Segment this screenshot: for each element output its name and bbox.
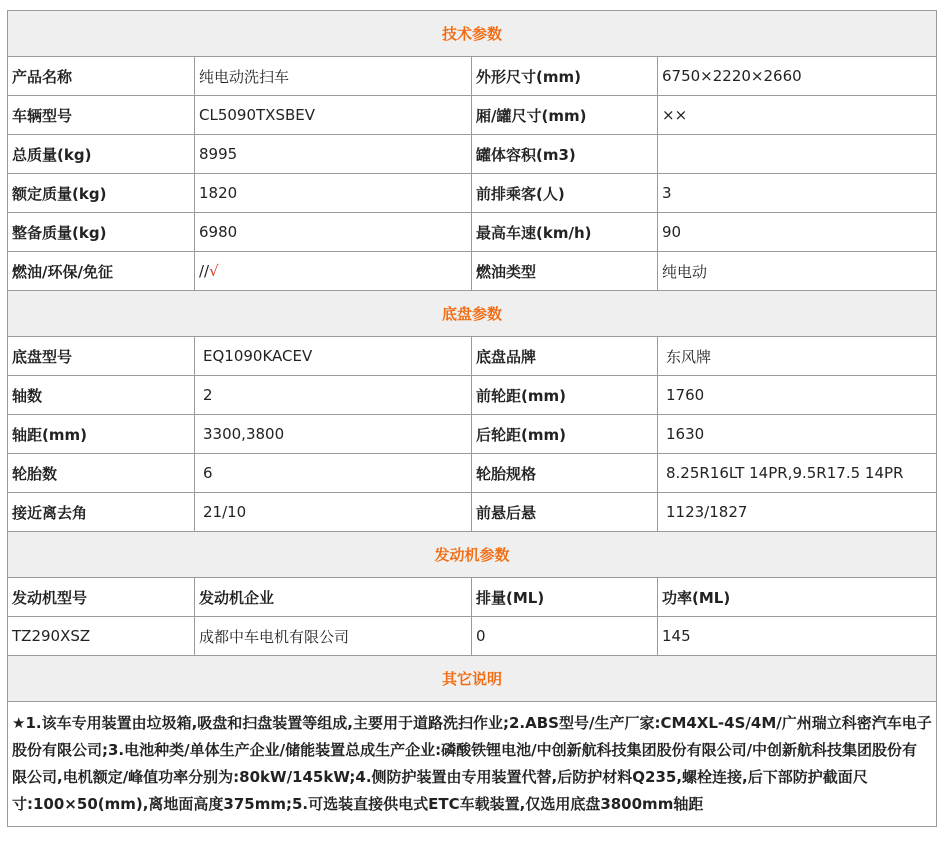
row-value: 3 — [658, 174, 937, 213]
row-label: 额定质量(kg) — [8, 174, 195, 213]
table-row — [8, 617, 937, 656]
row-label: 后轮距(mm) — [472, 415, 658, 454]
section-title-engine: 发动机参数 — [8, 532, 937, 578]
row-value: 1630 — [658, 415, 937, 454]
row-label: 底盘型号 — [8, 337, 195, 376]
row-value: 纯电动 — [658, 252, 937, 291]
row-label: 总质量(kg) — [8, 135, 195, 174]
notes-text: ★1.该车专用装置由垃圾箱,吸盘和扫盘装置等组成,主要用于道路洗扫作业;2.ABS型号/生产厂家:CM4XL-4S/4M/广州瑞立科密汽车电子股份有限公司;3.电池种类/单体生产企业/储能装置总成生产企业:磷酸铁锂电池/中创新航科技集团股份有限公司/中创新航科技集团股份有限公司,电机额定/峰值功率分别为:80kW/145kW;4.侧防护装置由专用装置代替,后防护材料Q235,螺栓连接,后下部防护截面尺寸:100×50(mm),离地面高度375mm;5.可选装直接供电式ETC车载装置,仅选用底盘3800mm轴距 — [8, 702, 937, 827]
table-row — [8, 415, 937, 454]
table-row — [8, 337, 937, 376]
table-row — [8, 454, 937, 493]
table-row — [8, 174, 937, 213]
row-value: 纯电动洗扫车 — [195, 57, 472, 96]
row-label: 前悬后悬 — [472, 493, 658, 532]
row-label: 产品名称 — [8, 57, 195, 96]
engine-power-value: 145 — [658, 617, 937, 656]
row-label: 整备质量(kg) — [8, 213, 195, 252]
table-header-row — [8, 578, 937, 617]
row-value — [195, 252, 472, 291]
table-row — [8, 252, 937, 291]
column-header: 排量(ML) — [472, 578, 658, 617]
row-value: ×× — [658, 96, 937, 135]
table-row — [8, 376, 937, 415]
table-row — [8, 135, 937, 174]
column-header: 发动机企业 — [195, 578, 472, 617]
row-value: 3300,3800 — [195, 415, 472, 454]
section-title-other: 其它说明 — [8, 656, 937, 702]
row-label: 外形尺寸(mm) — [472, 57, 658, 96]
row-value: 8.25R16LT 14PR,9.5R17.5 14PR — [658, 454, 937, 493]
row-value: 6750×2220×2660 — [658, 57, 937, 96]
fuel-env-value: // — [199, 262, 210, 280]
section-title-tech: 技术参数 — [8, 11, 937, 57]
row-label: 车辆型号 — [8, 96, 195, 135]
row-value: 90 — [658, 213, 937, 252]
row-label: 轴距(mm) — [8, 415, 195, 454]
row-value: EQ1090KACEV — [195, 337, 472, 376]
row-label: 接近离去角 — [8, 493, 195, 532]
table-row — [8, 493, 937, 532]
row-label: 轮胎数 — [8, 454, 195, 493]
column-header: 发动机型号 — [8, 578, 195, 617]
row-label: 厢/罐尺寸(mm) — [472, 96, 658, 135]
section-title-chassis: 底盘参数 — [8, 291, 937, 337]
engine-model-value: TZ290XSZ — [8, 617, 195, 656]
row-value: 东风牌 — [658, 337, 937, 376]
row-value: 1760 — [658, 376, 937, 415]
row-label: 燃油/环保/免征 — [8, 252, 195, 291]
row-value: 2 — [195, 376, 472, 415]
row-value: 21/10 — [195, 493, 472, 532]
row-label: 罐体容积(m3) — [472, 135, 658, 174]
row-label: 前轮距(mm) — [472, 376, 658, 415]
row-label: 前排乘客(人) — [472, 174, 658, 213]
row-value: 6980 — [195, 213, 472, 252]
checkmark-icon: √ — [209, 262, 219, 280]
row-value: CL5090TXSBEV — [195, 96, 472, 135]
row-label: 轴数 — [8, 376, 195, 415]
table-row — [8, 96, 937, 135]
row-label: 燃油类型 — [472, 252, 658, 291]
row-label: 最高车速(km/h) — [472, 213, 658, 252]
row-value: 1123/1827 — [658, 493, 937, 532]
column-header: 功率(ML) — [658, 578, 937, 617]
spec-table — [7, 10, 937, 827]
row-label: 底盘品牌 — [472, 337, 658, 376]
row-value: 6 — [195, 454, 472, 493]
engine-displacement-value: 0 — [472, 617, 658, 656]
engine-company-value: 成都中车电机有限公司 — [195, 617, 472, 656]
row-value — [658, 135, 937, 174]
row-value: 8995 — [195, 135, 472, 174]
table-row — [8, 213, 937, 252]
row-value: 1820 — [195, 174, 472, 213]
row-label: 轮胎规格 — [472, 454, 658, 493]
table-row — [8, 57, 937, 96]
